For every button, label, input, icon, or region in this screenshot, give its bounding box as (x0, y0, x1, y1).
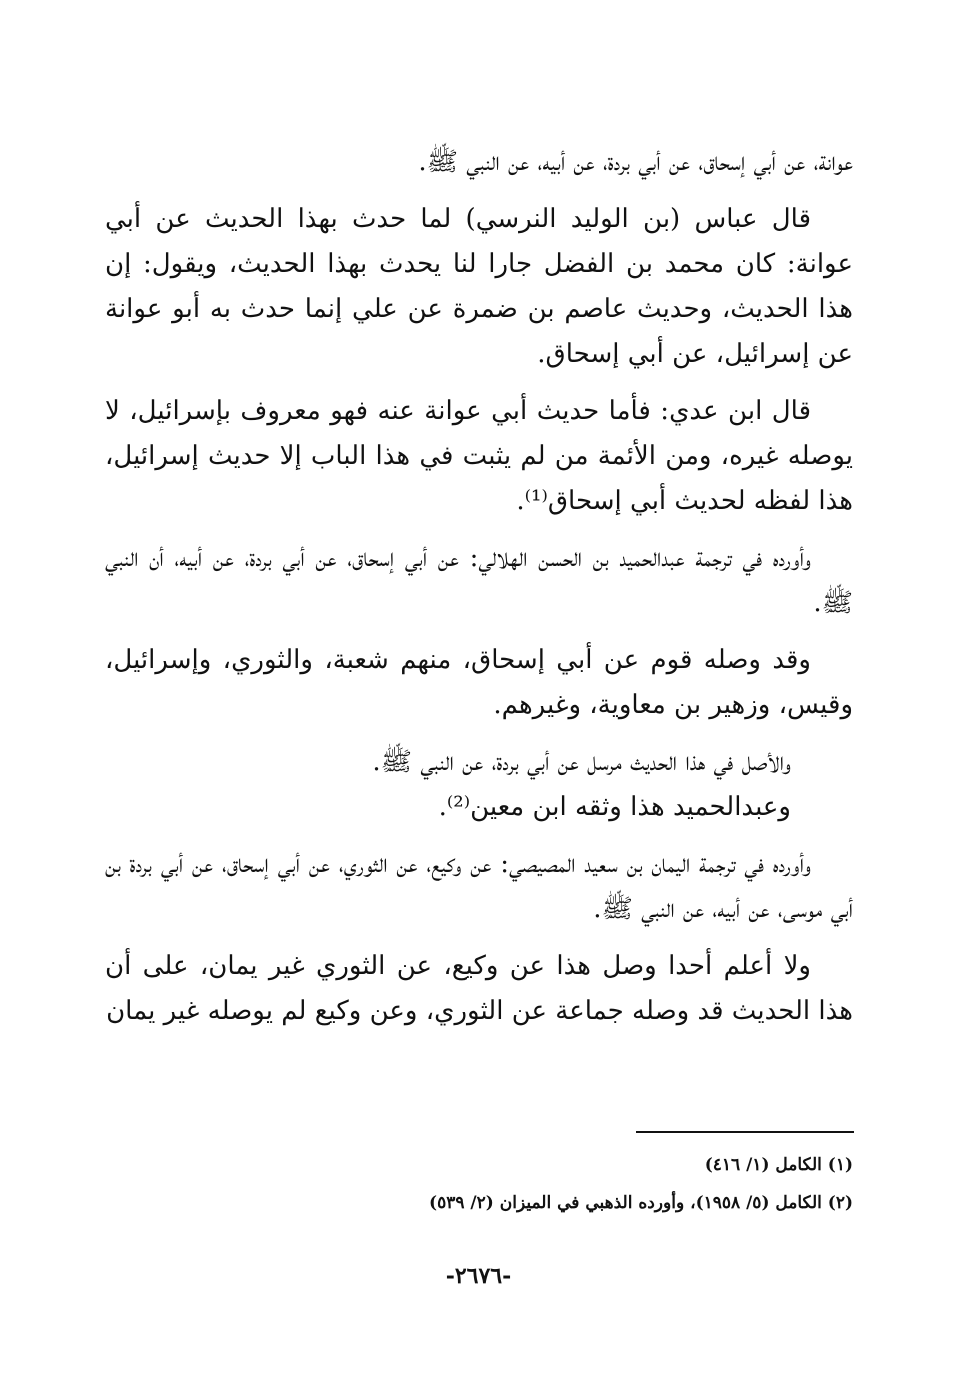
page-number: -٢٦٧٦- (445, 1263, 512, 1289)
paragraph-ibn-adi: قال ابن عدي: فأما حديث أبي عوانة عنه فهو معروف بإسرائيل، لا يوصله غيره، ومن الأئمة من لم يثبت في هذا الباب إلا حديث إسرائيل، هذا لفظه لحديث أبي إسحاق⁽¹⁾. (105, 396, 853, 516)
footnotes (105, 1146, 853, 1222)
paragraph-connected-narrators: وقد وصله قوم عن أبي إسحاق، منهم شعبة، والثوري، وإسرائيل، وقيس، وزهير بن معاوية، وغيرهم. (105, 645, 853, 720)
paragraph-yaman-biography: وأورده في ترجمة اليمان بن سعيد المصيصي: عن وكيع، عن الثوري، عن أبي إسحاق، عن أبي بردة بن أبي موسى، عن أبيه، عن النبي ﷺ. (105, 849, 853, 924)
footnote-divider (636, 1131, 854, 1133)
footnote-1: (١) الكامل (١/ ٤١٦) (704, 1155, 853, 1175)
paragraph-ibn-maeen: وعبدالحميد هذا وثقه ابن معين⁽²⁾. (438, 792, 791, 822)
paragraph-continuation: عوانة، عن أبي إسحاق، عن أبي بردة، عن أبيه، عن النبي ﷺ. (418, 147, 853, 177)
main-text (105, 140, 853, 1046)
paragraph-mursal-origin: والأصل في هذا الحديث مرسل عن أبي بردة، عن النبي ﷺ. (372, 747, 791, 777)
paragraph-abdulhamid-biography: وأورده في ترجمة عبدالحميد بن الحسن الهلالي: عن أبي إسحاق، عن أبي بردة، عن أبيه، أن النبي ﷺ. (105, 543, 853, 618)
paragraph-waki-note: ولا أعلم أحدا وصل هذا عن وكيع، عن الثوري غير يمان، على أن هذا الحديث قد وصله جماعة عن الثوري، وعن وكيع لم يوصله غير يمان (105, 951, 853, 1026)
footnote-2: (٢) الكامل (٥/ ١٩٥٨)، وأورده الذهبي في الميزان (٢/ ٥٣٩) (429, 1193, 853, 1213)
paragraph-abbas: قال عباس (بن الوليد النرسي) لما حدث بهذا الحديث عن أبي عوانة: كان محمد بن الفضل جارا لنا يحدث بهذا الحديث، ويقول: إن هذا الحديث، وحديث عاصم بن ضمرة عن علي إنما حدث به أبو عوانة عن إسرائيل، عن أبي إسحاق. (105, 204, 853, 369)
